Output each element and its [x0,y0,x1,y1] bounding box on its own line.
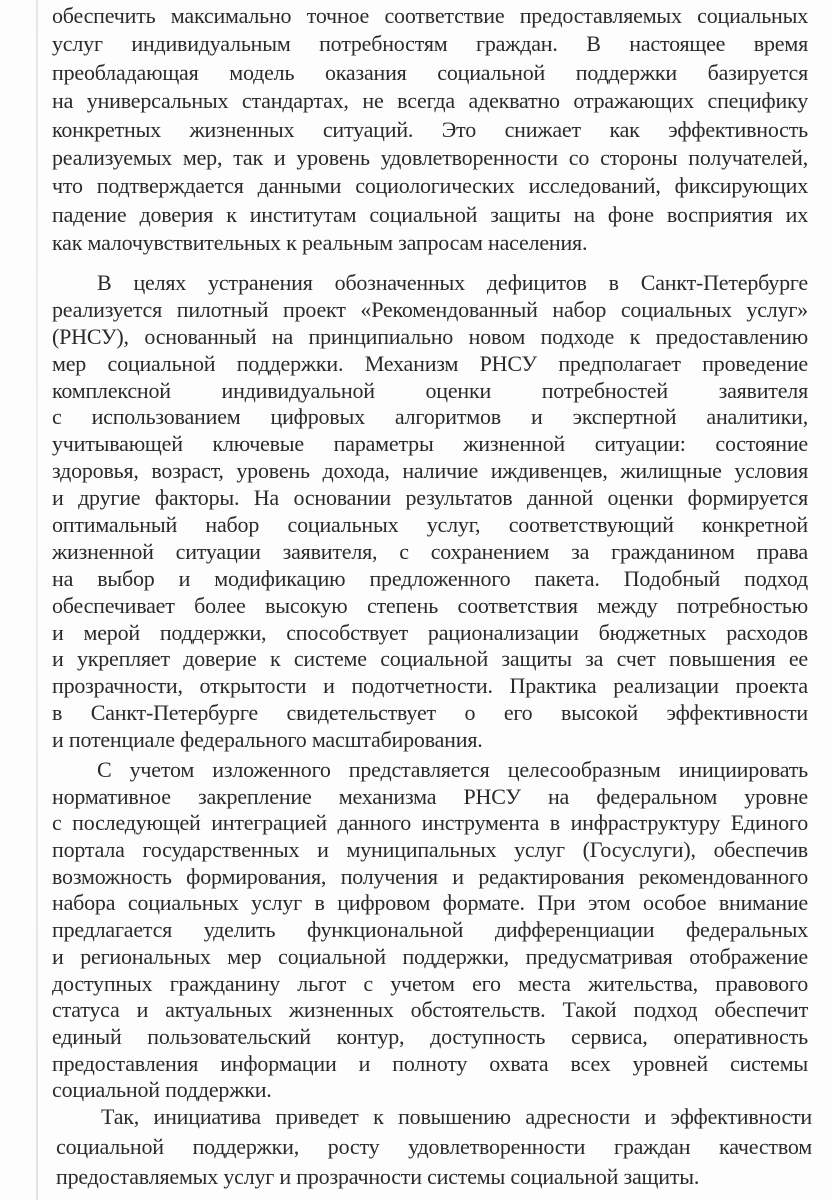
text-line: прозрачности, открытости и подотчетности. Практика реализации проекта [52,673,808,699]
text-line: Так, инициатива приведет к повышению адресности и эффективности [101,1104,812,1129]
text-line: что подтверждается данными социологических исследований, фиксирующих [52,173,808,199]
text-line: портала государственных и муниципальных услуг (Госуслуги), обеспечив [52,837,808,863]
text-line: с последующей интеграцией данного инструмента в инфраструктуру Единого [52,810,808,836]
text-line: на универсальных стандартах, не всегда адекватно отражающих специфику [52,88,808,114]
text-line: и потенциале федерального масштабирования. [52,727,483,753]
text-line: единый пользовательский контур, доступность сервиса, оперативность [52,1023,808,1049]
text-line: реализуется пилотный проект «Рекомендованный набор социальных услуг» [52,296,808,322]
text-line: падение доверия к институтам социальной защиты на фоне восприятия их [52,201,808,227]
text-line: набора социальных услуг в цифровом формате. При этом особое внимание [52,890,808,916]
text-line: предоставления информации и полноту охвата всех уровней системы [52,1050,808,1076]
text-line: комплексной индивидуальной оценки потребностей заявителя [52,377,808,403]
text-line: предоставляемых услуг и прозрачности системы социальной защиты. [56,1164,700,1189]
text-line: конкретных жизненных ситуаций. Это снижает как эффективность [52,116,808,142]
text-line: социальной поддержки, росту удовлетворенности граждан качеством [56,1134,812,1159]
text-line: как малочувствительных к реальным запросам населения. [52,230,588,256]
text-line: предлагается уделить функциональной дифференциации федеральных [52,917,808,943]
text-line: социальной поддержки. [52,1077,272,1103]
text-line: В целях устранения обозначенных дефицитов в Санкт-Петербурге [97,270,808,295]
scan-edge [36,0,38,1200]
paragraph [56,1102,812,1192]
text-line: (РНСУ), основанный на принципиально новом подходе к предоставлению [52,323,808,349]
text-line: учитывающей ключевые параметры жизненной ситуации: состояние [52,431,808,457]
text-line: жизненной ситуации заявителя, с сохранением за гражданином права [52,538,808,564]
text-line: мер социальной поддержки. Механизм РНСУ предполагает проведение [52,350,808,376]
text-line: и мерой поддержки, способствует рационализации бюджетных расходов [52,619,808,645]
text-line: и другие факторы. На основании результатов данной оценки формируется [52,485,808,511]
text-line: доступных гражданину льгот с учетом его места жительства, правового [52,970,808,996]
text-line: в Санкт-Петербурге свидетельствует о его высокой эффективности [52,700,808,726]
text-line: и региональных мер социальной поддержки, предусматривая отображение [52,943,808,969]
text-line: с использованием цифровых алгоритмов и экспертной аналитики, [52,404,808,430]
text-line: С учетом изложенного представляется целесообразным инициировать [97,757,808,782]
paragraph [52,270,808,754]
text-line: возможность формирования, получения и редактирования рекомендованного [52,863,808,889]
paragraph [52,757,808,1104]
text-line: статуса и актуальных жизненных обстоятельств. Такой подход обеспечит [52,997,808,1023]
text-line: реализуемых мер, так и уровень удовлетворенности со стороны получателей, [52,144,808,170]
text-line: обеспечивает более высокую степень соответствия между потребностью [52,592,808,618]
text-line: здоровья, возраст, уровень дохода, наличие иждивенцев, жилищные условия [52,458,808,484]
text-line: и укрепляет доверие к системе социальной защиты за счет повышения ее [52,646,808,672]
text-line: преобладающая модель оказания социальной поддержки базируется [52,59,808,85]
text-line: оптимальный набор социальных услуг, соответствующий конкретной [52,512,808,538]
text-line: на выбор и модификацию предложенного пакета. Подобный подход [52,565,808,591]
text-line: обеспечить максимально точное соответствие предоставляемых социальных [52,3,808,28]
text-line: услуг индивидуальным потребностям граждан. В настоящее время [52,31,808,57]
paragraph [52,2,808,258]
text-line: нормативное закрепление механизма РНСУ на федеральном уровне [52,783,808,809]
